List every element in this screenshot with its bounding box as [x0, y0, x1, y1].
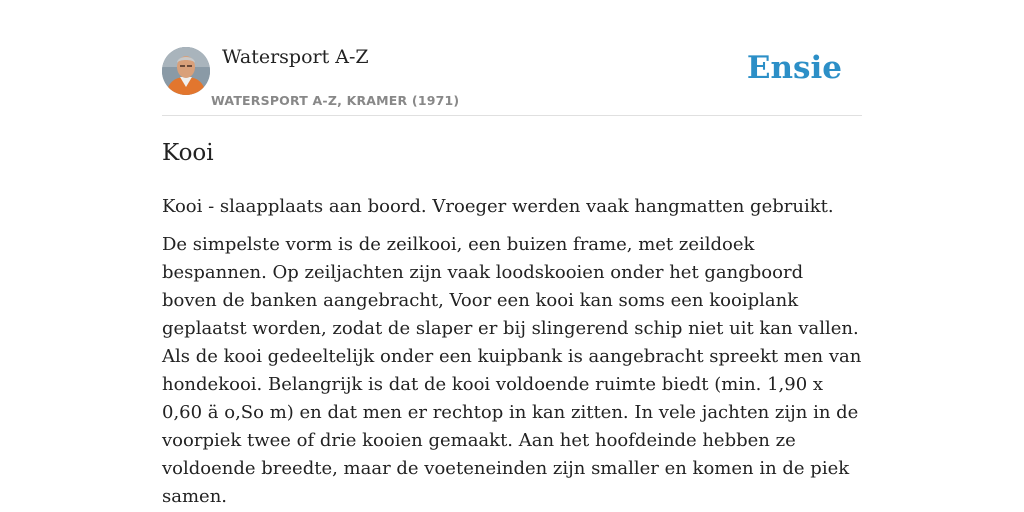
brand-logo[interactable]: Ensie [746, 50, 842, 86]
source-subtitle[interactable]: WATERSPORT A-Z, KRAMER (1971) [211, 93, 460, 108]
page-title: Kooi [162, 140, 214, 166]
header [162, 46, 862, 116]
author-photo-icon [162, 47, 210, 95]
avatar[interactable] [162, 47, 210, 95]
source-title[interactable]: Watersport A-Z [222, 46, 369, 68]
definition-body [162, 193, 862, 512]
definition-paragraph: Kooi - slaapplaats aan boord. Vroeger werden vaak hangmatten gebruikt. [162, 196, 834, 217]
header-divider [162, 115, 862, 116]
definition-paragraph: De simpelste vorm is de zeilkooi, een buizen frame, met zeildoek bespannen. Op zeiljachten zijn vaak loodskooien onder het gangboord boven de banken aangebracht, Voor een kooi kan soms een kooiplank geplaatst worden, zodat de slaper er bij slingerend schip niet uit kan vallen. Als de kooi gedeeltelijk onder een kuipbank is aangebracht spreekt men van hondekooi. Belangrijk is dat de kooi voldoende ruimte biedt (min. 1,90 x 0,60 ä o,So m) en dat men er rechtop in kan zitten. In vele jachten zijn in de voorpiek twee of drie kooien gemaakt. Aan het hoofdeinde hebben ze voldoende breedte, maar de voeteneinden zijn smaller en komen in de piek samen. [162, 234, 862, 507]
